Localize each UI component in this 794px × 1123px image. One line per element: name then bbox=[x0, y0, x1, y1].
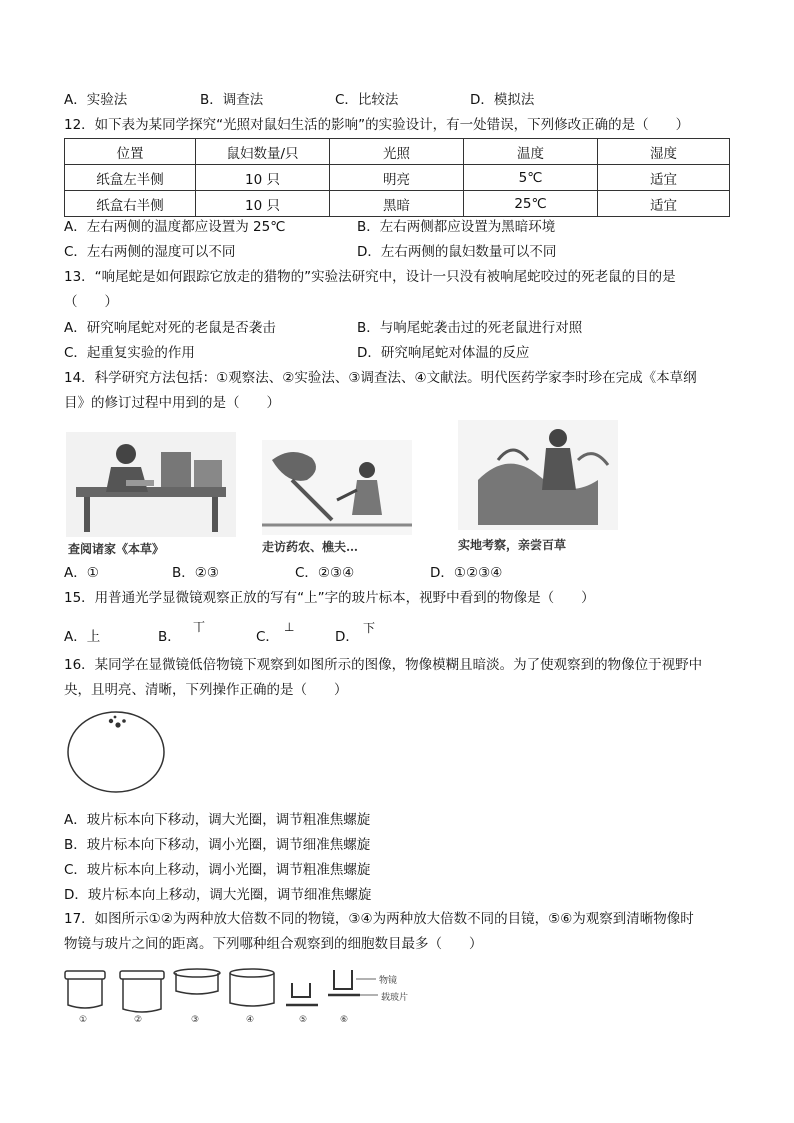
q12-option-d: D．左右两侧的鼠妇数量可以不同 bbox=[357, 244, 557, 260]
distance-5-icon bbox=[286, 983, 318, 1005]
table-header-cell: 温度 bbox=[464, 139, 598, 165]
q14-stem-line1: 14．科学研究方法包括：①观察法、②实验法、③调查法、④文献法。明代医药学家李时珍在完成《本草纲 bbox=[64, 370, 697, 386]
lens-label-4: ④ bbox=[246, 1015, 255, 1025]
table-row bbox=[65, 165, 730, 191]
q15-stem: 15．用普通光学显微镜观察正放的写有“上”字的玻片标本，视野中看到的物像是（ ） bbox=[64, 590, 595, 606]
table-header-cell: 鼠妇数量/只 bbox=[196, 139, 330, 165]
lens-label-3: ③ bbox=[191, 1015, 200, 1025]
caption-3: 实地考察，亲尝百草 bbox=[458, 538, 567, 552]
table-cell: 纸盒左半侧 bbox=[65, 165, 196, 191]
q17-stem-line1: 17．如图所示①②为两种放大倍数不同的物镜，③④为两种放大倍数不同的目镜，⑤⑥为观察到清晰物像时 bbox=[64, 911, 694, 927]
objective-lens-2-icon bbox=[120, 971, 164, 1012]
q15-option-c: C． bbox=[256, 629, 279, 645]
q13-option-d: D．研究响尾蛇对体温的反应 bbox=[357, 345, 530, 361]
caption-2: 走访药农、樵夫… bbox=[262, 540, 359, 554]
q12-option-a: A．左右两侧的温度都应设置为 25℃ bbox=[64, 219, 286, 235]
q16-stem-line1: 16．某同学在显微镜低倍物镜下观察到如图所示的图像，物像模糊且暗淡。为了使观察到的物像位于视野中 bbox=[64, 657, 703, 673]
table-header-row bbox=[65, 139, 730, 165]
q15-option-a: A．上 bbox=[64, 629, 101, 645]
q13-paren: （ ） bbox=[64, 294, 118, 310]
table-header-cell: 光照 bbox=[330, 139, 464, 165]
microscope-field-of-view bbox=[66, 707, 170, 793]
q11-option-d: D．模拟法 bbox=[470, 92, 535, 108]
q11-option-b: B．调查法 bbox=[200, 92, 264, 108]
table-header-cell: 湿度 bbox=[598, 139, 730, 165]
q15-option-d: D． bbox=[335, 629, 359, 645]
table-cell: 明亮 bbox=[330, 165, 464, 191]
table-cell: 纸盒右半侧 bbox=[65, 191, 196, 217]
q12-option-b: B．左右两侧都应设置为黑暗环境 bbox=[357, 219, 556, 235]
distance-6-icon bbox=[328, 970, 378, 995]
q11-option-a: A．实验法 bbox=[64, 92, 128, 108]
q16-option-b: B．玻片标本向下移动，调小光圈，调节细准焦螺旋 bbox=[64, 837, 371, 853]
lens-label-5: ⑤ bbox=[299, 1015, 308, 1025]
field-study-illustration bbox=[458, 420, 618, 530]
q16-option-a: A．玻片标本向下移动，调大光圈，调节粗准焦螺旋 bbox=[64, 812, 371, 828]
caption-1: 查阅诸家《本草》 bbox=[68, 542, 165, 556]
q13-option-c: C．起重复实验的作用 bbox=[64, 345, 195, 361]
table-cell: 10 只 bbox=[196, 165, 330, 191]
lens-label-2: ② bbox=[134, 1015, 143, 1025]
q13-option-b: B．与响尾蛇袭击过的死老鼠进行对照 bbox=[357, 320, 583, 336]
eyepiece-4-icon bbox=[230, 969, 274, 1006]
q15-option-b: B． bbox=[158, 629, 181, 645]
q16-option-d: D．玻片标本向上移动，调大光圈，调节细准焦螺旋 bbox=[64, 887, 372, 903]
q14-option-d: D．①②③④ bbox=[430, 565, 503, 581]
q15-glyph-b: 丅 bbox=[193, 620, 206, 634]
table-cell: 适宜 bbox=[598, 165, 730, 191]
lens-diagram bbox=[60, 965, 400, 1027]
q16-stem-line2: 央，且明亮、清晰，下列操作正确的是（ ） bbox=[64, 682, 348, 698]
q14-stem-line2: 目》的修订过程中用到的是（ ） bbox=[64, 395, 280, 411]
table-header-cell: 位置 bbox=[65, 139, 196, 165]
visiting-farmers-illustration bbox=[262, 440, 412, 535]
q13-stem: 13．“响尾蛇是如何跟踪它放走的猎物的”实验法研究中，设计一只没有被响尾蛇咬过的死老鼠的目的是 bbox=[64, 269, 676, 285]
table-cell: 10 只 bbox=[196, 191, 330, 217]
q14-option-a: A．① bbox=[64, 565, 99, 581]
q12-option-c: C．左右两侧的湿度可以不同 bbox=[64, 244, 236, 260]
q16-option-c: C．玻片标本向上移动，调小光圈，调节粗准焦螺旋 bbox=[64, 862, 371, 878]
eyepiece-3-icon bbox=[174, 969, 220, 994]
q17-stem-line2: 物镜与玻片之间的距离。下列哪种组合观察到的细胞数目最多（ ） bbox=[64, 936, 483, 952]
q15-glyph-d: 下 bbox=[363, 621, 376, 635]
table-cell: 5℃ bbox=[464, 165, 598, 191]
table-cell: 25℃ bbox=[464, 191, 598, 217]
q15-glyph-c: ⊥ bbox=[284, 620, 295, 634]
objective-lens-1-icon bbox=[65, 971, 105, 1008]
q12-stem: 12．如下表为某同学探究“光照对鼠妇生活的影响”的实验设计，有一处错误，下列修改正确的是（ ） bbox=[64, 117, 690, 133]
table-cell: 适宜 bbox=[598, 191, 730, 217]
q14-option-c: C．②③④ bbox=[295, 565, 355, 581]
lens-label-6: ⑥ bbox=[340, 1015, 349, 1025]
scholar-reading-illustration bbox=[66, 432, 236, 537]
lens-label-1: ① bbox=[79, 1015, 88, 1025]
q11-option-c: C．比较法 bbox=[335, 92, 399, 108]
q13-option-a: A．研究响尾蛇对死的老鼠是否袭击 bbox=[64, 320, 276, 336]
table-cell: 黑暗 bbox=[330, 191, 464, 217]
slide-label: 载玻片 bbox=[381, 993, 409, 1003]
q14-option-b: B．②③ bbox=[172, 565, 219, 581]
objective-label: 物镜 bbox=[379, 976, 398, 986]
table-row bbox=[65, 191, 730, 217]
q12-table bbox=[64, 138, 730, 217]
